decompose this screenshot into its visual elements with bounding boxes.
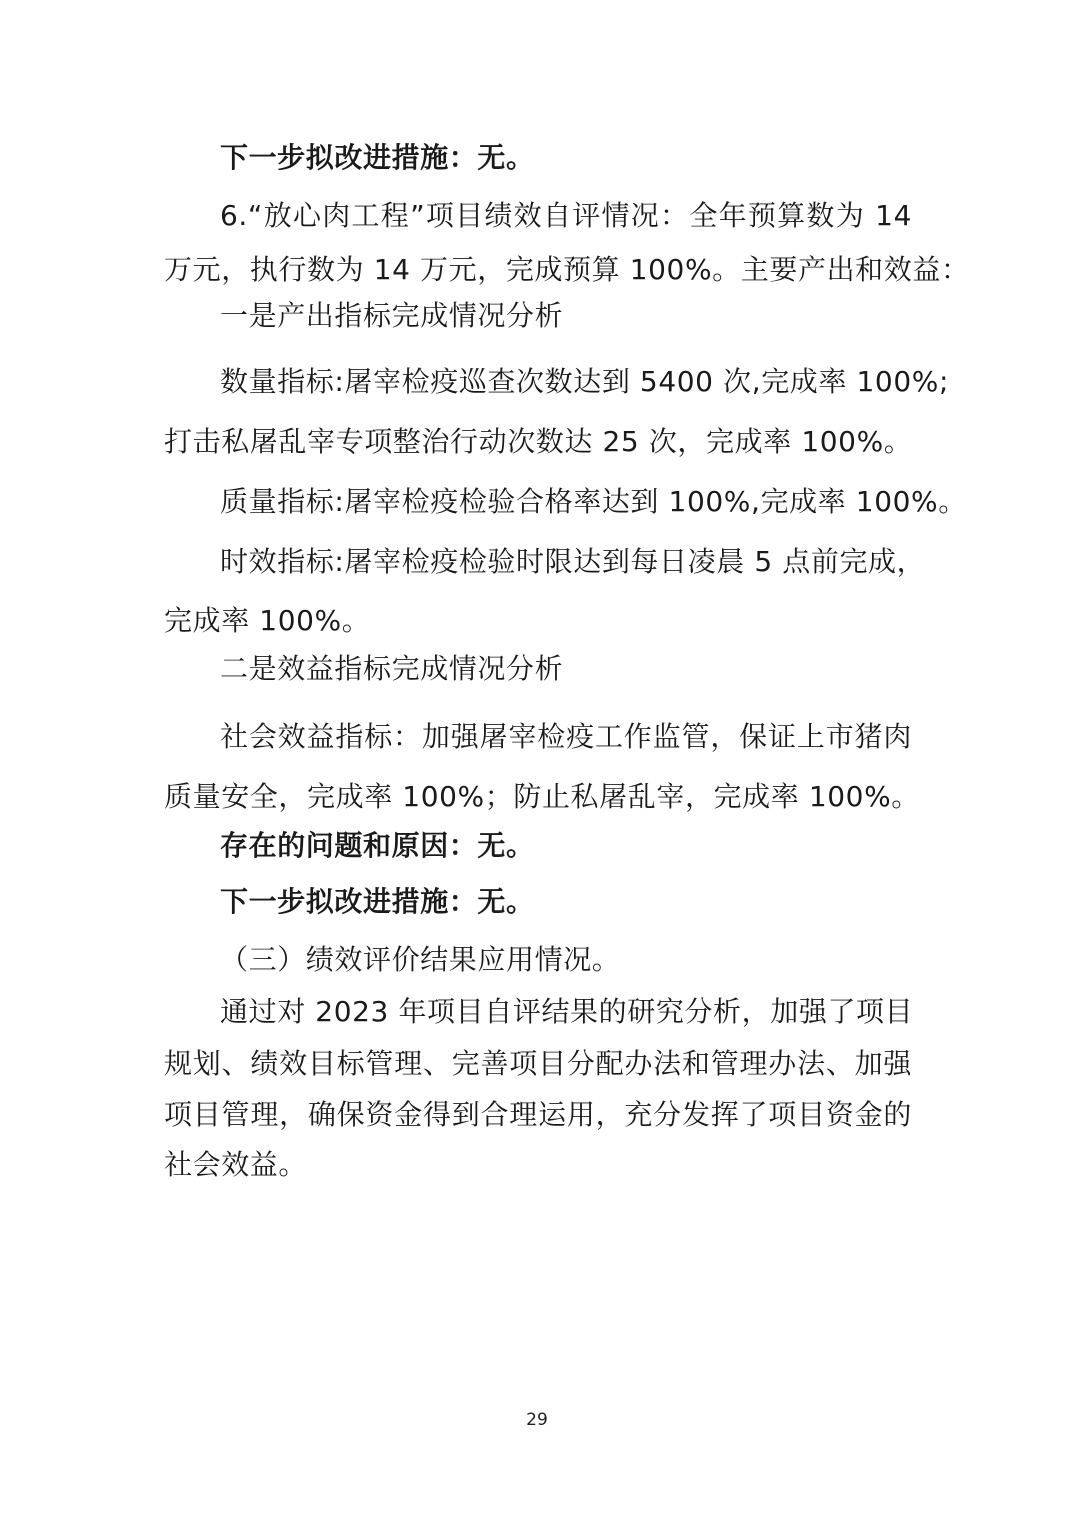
next-steps-heading-2: 下一步拟改进措施：无。 xyxy=(220,885,535,918)
paragraph-line: 时效指标:屠宰检疫检验时限达到每日凌晨 5 点前完成， xyxy=(220,545,926,578)
paragraph-line: 社会效益。 xyxy=(164,1148,308,1181)
paragraph-line: 万元，执行数为 14 万元，完成预算 100%。主要产出和效益： xyxy=(164,253,970,286)
paragraph-line: 6.“放心肉工程”项目绩效自评情况：全年预算数为 14 xyxy=(220,199,912,232)
paragraph-line: 规划、绩效目标管理、完善项目分配办法和管理办法、加强 xyxy=(164,1047,912,1080)
section-heading-3: （三）绩效评价结果应用情况。 xyxy=(220,943,621,976)
paragraph-line: 打击私屠乱宰专项整治行动次数达 25 次，完成率 100%。 xyxy=(164,425,913,458)
paragraph-line: 通过对 2023 年项目自评结果的研究分析，加强了项目 xyxy=(220,995,914,1028)
subheading-output-indicators: 一是产出指标完成情况分析 xyxy=(220,299,564,332)
next-steps-heading-1: 下一步拟改进措施：无。 xyxy=(220,141,535,174)
paragraph-line: 质量指标:屠宰检疫检验合格率达到 100%,完成率 100%。 xyxy=(220,485,967,518)
page-number: 29 xyxy=(526,1410,548,1430)
problems-heading: 存在的问题和原因：无。 xyxy=(220,829,535,862)
paragraph-line: 质量安全，完成率 100%；防止私屠乱宰，完成率 100%。 xyxy=(164,780,920,813)
paragraph-line: 项目管理，确保资金得到合理运用，充分发挥了项目资金的 xyxy=(164,1098,912,1131)
paragraph-line: 社会效益指标：加强屠宰检疫工作监管，保证上市猪肉 xyxy=(220,720,912,753)
paragraph-line: 数量指标:屠宰检疫巡查次数达到 5400 次,完成率 100%; xyxy=(220,365,949,398)
subheading-benefit-indicators: 二是效益指标完成情况分析 xyxy=(220,652,564,685)
paragraph-line: 完成率 100%。 xyxy=(164,604,371,637)
